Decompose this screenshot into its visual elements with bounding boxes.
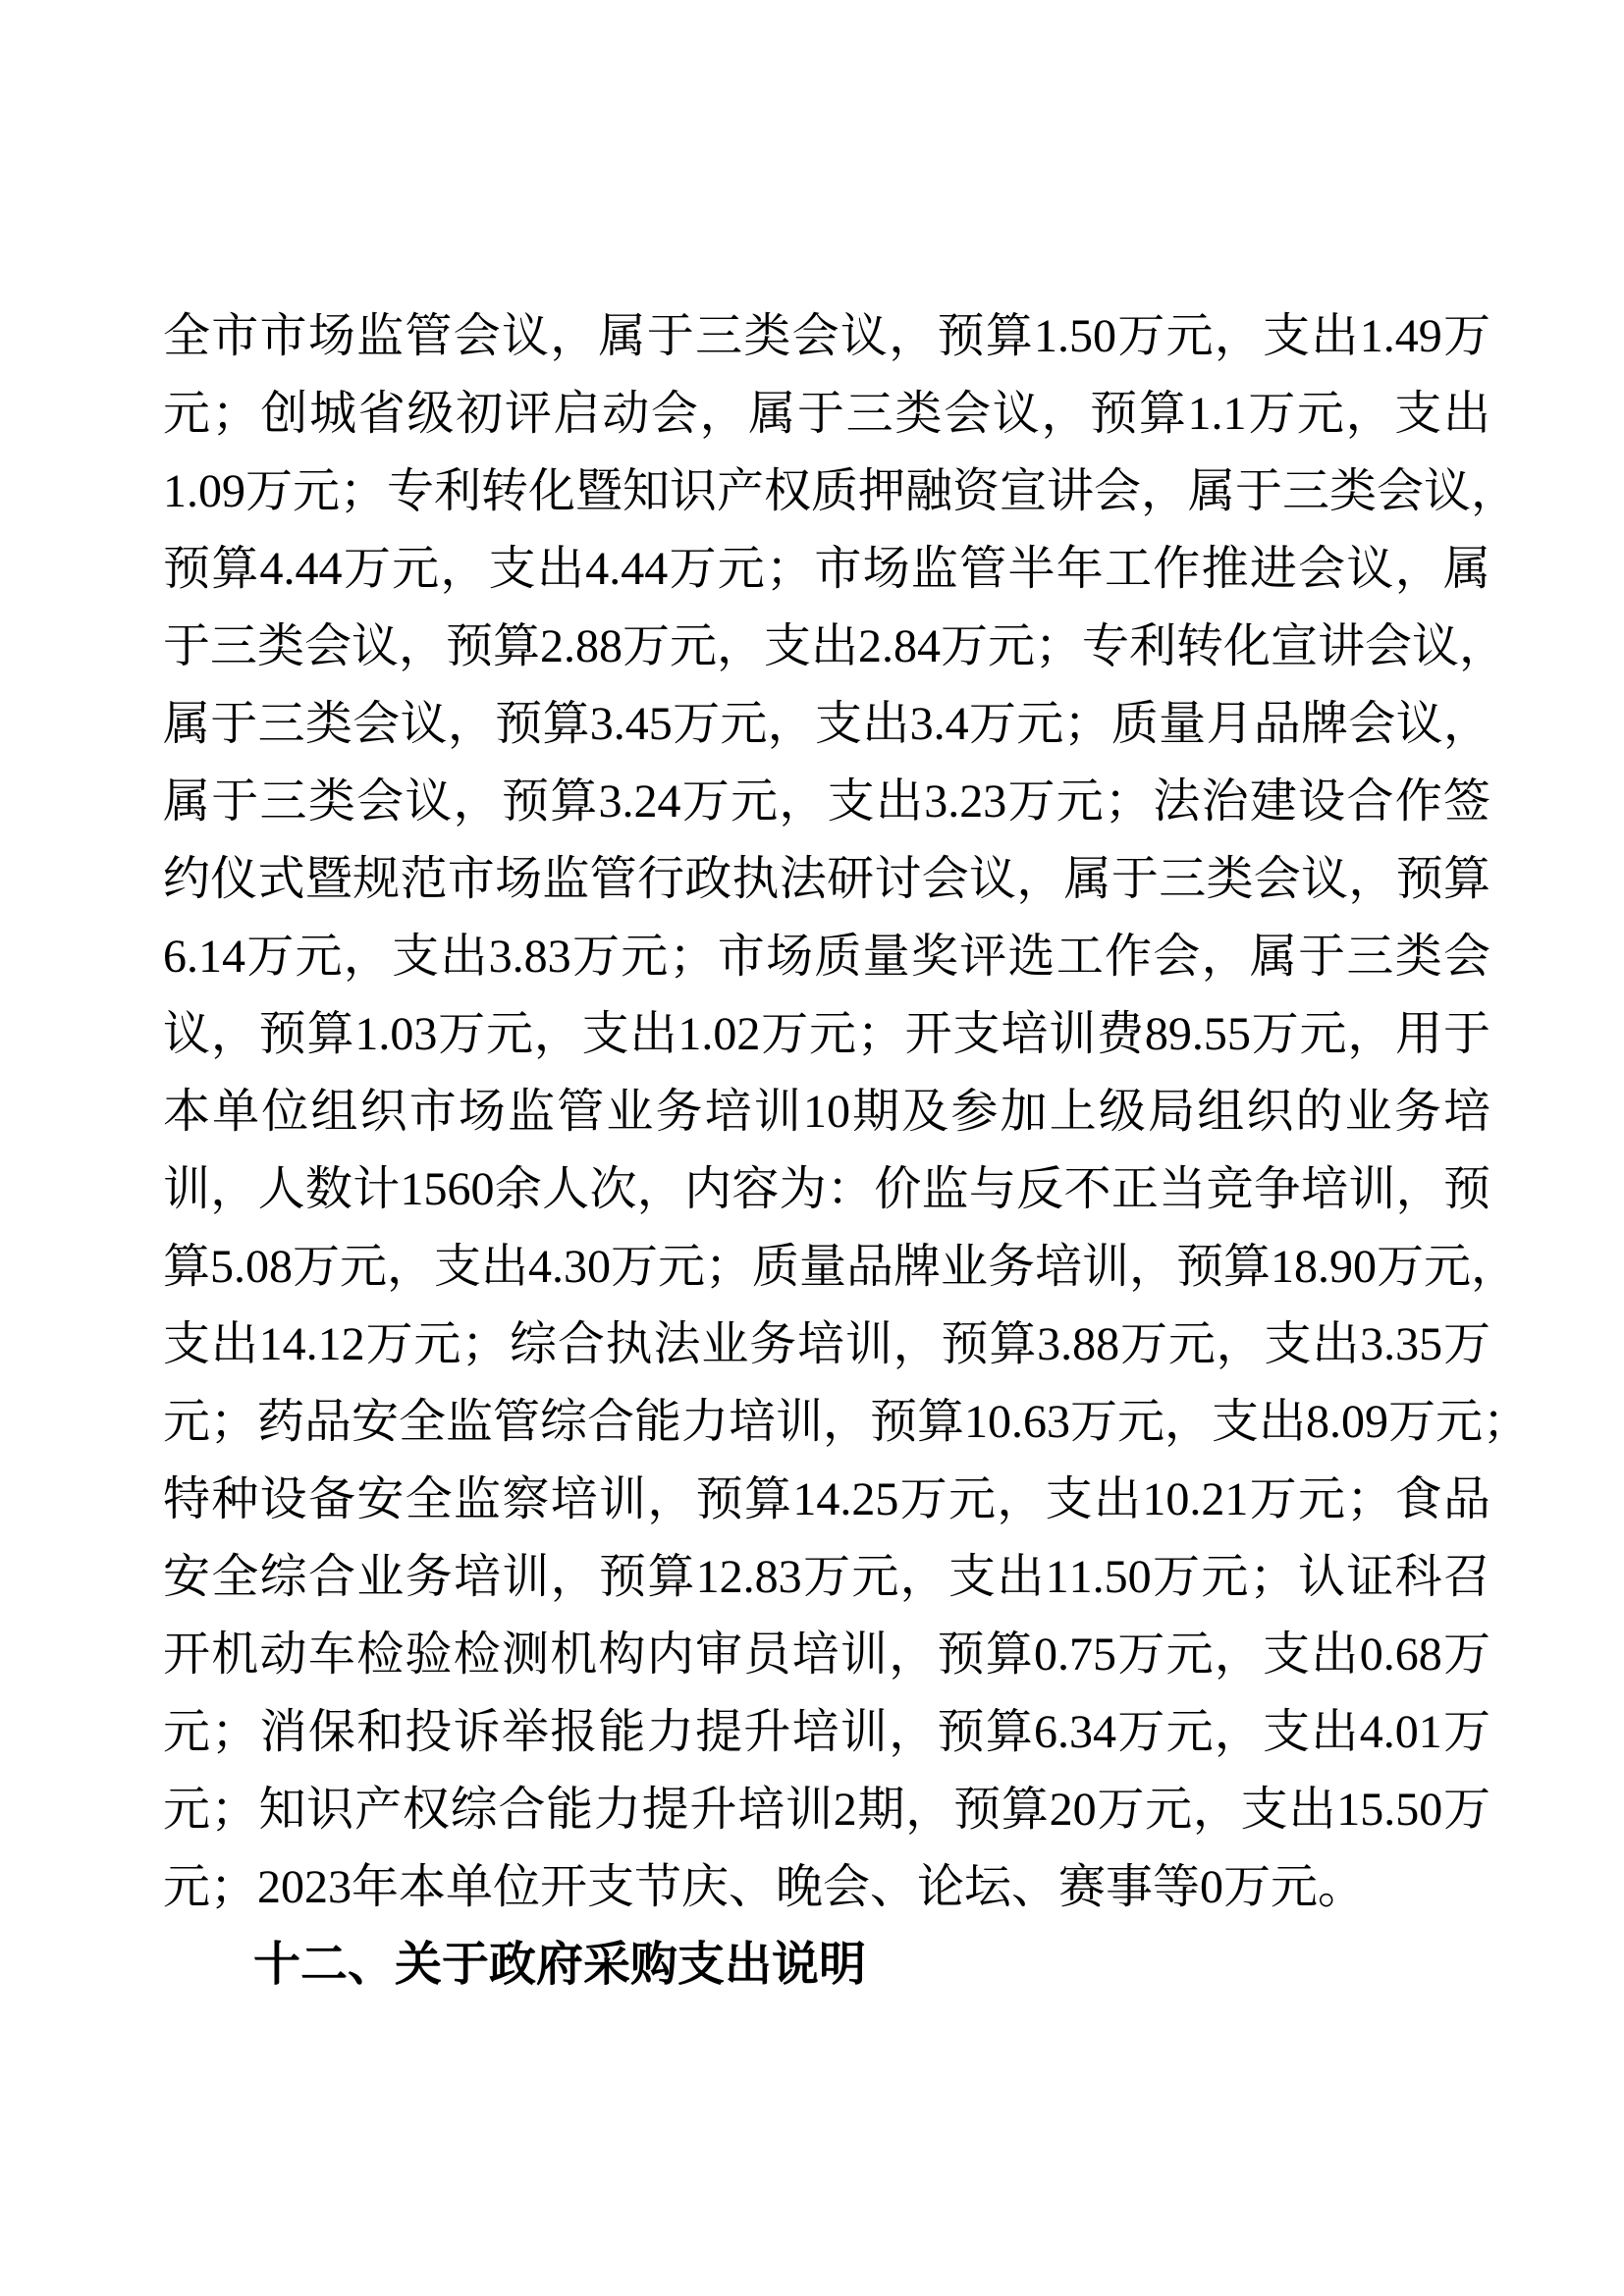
body-line: 本单位组织市场监管业务培训10期及参加上级局组织的业务培 — [163, 1086, 1490, 1138]
body-line: 元；创城省级初评启动会，属于三类会议，预算1.1万元，支出 — [163, 388, 1490, 440]
body-line: 属于三类会议，预算3.24万元，支出3.23万元；法治建设合作签 — [163, 775, 1490, 828]
body-line: 1.09万元；专利转化暨知识产权质押融资宣讲会，属于三类会议， — [163, 465, 1519, 517]
body-line: 元；消保和投诉举报能力提升培训，预算6.34万元，支出4.01万 — [163, 1706, 1490, 1758]
body-line: 支出14.12万元；综合执法业务培训，预算3.88万元，支出3.35万 — [163, 1318, 1490, 1370]
body-line: 6.14万元，支出3.83万元；市场质量奖评选工作会，属于三类会 — [163, 931, 1490, 983]
body-line: 全市市场监管会议，属于三类会议，预算1.50万元，支出1.49万 — [163, 310, 1490, 362]
body-line: 属于三类会议，预算3.45万元，支出3.4万元；质量月品牌会议， — [163, 698, 1490, 750]
body-line: 元；药品安全监管综合能力培训，预算10.63万元，支出8.09万元； — [163, 1396, 1531, 1448]
body-line: 于三类会议，预算2.88万元，支出2.84万元；专利转化宣讲会议， — [163, 620, 1507, 672]
body-line: 开机动车检验检测机构内审员培训，预算0.75万元，支出0.68万 — [163, 1629, 1490, 1681]
body-line: 议，预算1.03万元，支出1.02万元；开支培训费89.55万元，用于 — [163, 1008, 1490, 1060]
body-line: 算5.08万元，支出4.30万元；质量品牌业务培训，预算18.90万元， — [163, 1241, 1519, 1293]
body-line: 预算4.44万元，支出4.44万元；市场监管半年工作推进会议，属 — [163, 543, 1490, 595]
body-line: 特种设备安全监察培训，预算14.25万元，支出10.21万元；食品 — [163, 1473, 1490, 1525]
body-line: 元；2023年本单位开支节庆、晚会、论坛、赛事等0万元。 — [163, 1861, 1366, 1913]
document-body — [163, 297, 1531, 2003]
body-line: 元；知识产权综合能力提升培训2期，预算20万元，支出15.50万 — [163, 1784, 1490, 1836]
body-line: 训，人数计1560余人次，内容为：价监与反不正当竞争培训，预 — [163, 1163, 1490, 1215]
body-line: 约仪式暨规范市场监管行政执法研讨会议，属于三类会议，预算 — [163, 853, 1490, 905]
section-heading: 十二、关于政府采购支出说明 — [253, 1939, 867, 1991]
body-line: 安全综合业务培训，预算12.83万元，支出11.50万元；认证科召 — [163, 1551, 1490, 1603]
